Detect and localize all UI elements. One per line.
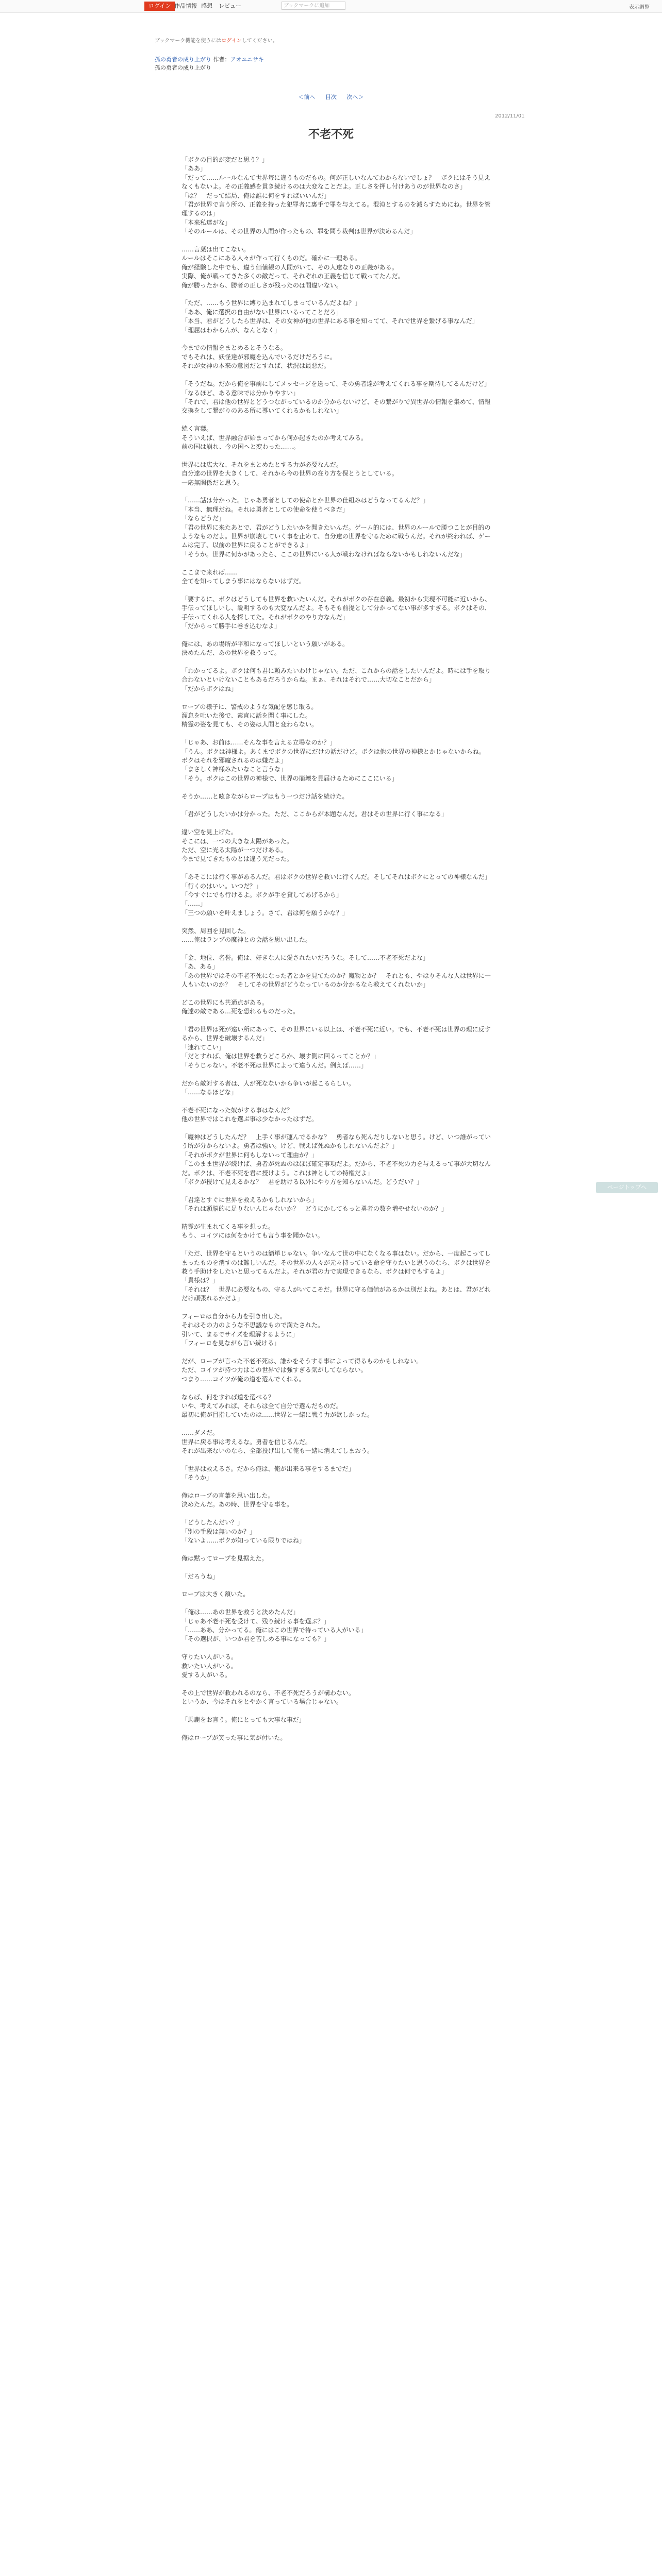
novel-paragraph: 世界には広大な、それをまとめたとする力が必要なんだ。 自分達の世界を大きくして、それから今の世界の在り方を保とうとしている。 一応無関係だと思う。 (181, 461, 398, 486)
novel-paragraph: ……ダメだ。 世界に戻る事は考えるな。勇者を信じるんだ。 それが出来ないのなら、全部投げ出して俺も一緒に消えてしまおう。 (181, 1429, 374, 1455)
toc-button[interactable]: 目次 (325, 94, 337, 100)
bookmark-add-button[interactable]: ブックマークに追加 (282, 2, 345, 10)
nav-reviews[interactable]: レビュー (219, 3, 241, 9)
novel-paragraph: 「金、地位、名誉。俺は、好きな人に愛されたいだろうな。そして……不老不死だよな」 「あ、ある」 「あの世界ではその不老不死になった者とかを見てたのか？魔物とか？ それとも、やはりそんな人は世界に一人もいないのか？ そしてその世界がどうなっているのか分かるなら教えてくれないか」 (181, 954, 491, 989)
display-settings-link[interactable]: 表示調整 (629, 5, 650, 10)
novel-paragraph: 「魔神はどうしたんだ？ 上手く事が運んでるかな？ 勇者なら死んだりしないと思う。けど、いつ誰がっていう所が分からないよ。勇者は強い。けど、戦えば死ぬかもしれないんだよ？」 「それがボクが世界に何もしないって理由か？」 「このまま世界が続けば、勇者が死ぬのはほぼ確定事項だよ。だから、不老不死の力を与えるって事が大切なんだ。ボクは、不老不死を君に授けよう。これは神としての特権だよ」 「ボクが授けて見えるかな？ 君を助ける以外にやり方を知らないんだ。どうだい？」 (181, 1133, 491, 1185)
novel-paragraph: ……言葉は出てこない。 ルールはそこにある人々が作って行くものだ。確かに一理ある。 俺が経験した中でも、違う価値観の人間がいて、その人達なりの正義がある。 実際、俺が戦ってきた多くの敵だって、それぞれの正義を信じて戦ってたんだ。 俺が勝ったから、勝者の正しさが残ったのは間違いない。 (181, 246, 404, 289)
novel-paragraph: 守りたい人がいる。 救いたい人がいる。 愛する人がいる。 (181, 1653, 238, 1679)
novel-paragraph: 「君達とすぐに世界を救えるかもしれないから」 「それは頭脳的に足りないんじゃないか？ どうにかしてもっと勇者の数を増やせないのか？」 (181, 1196, 448, 1213)
chapter-pager (0, 93, 662, 101)
bookmark-notice: ブックマーク機能を使うにはログインしてください。 (155, 38, 278, 44)
novel-paragraph: 「馬鹿をお言う。俺にとっても大事な事だ」 (181, 1716, 305, 1724)
novel-paragraph: 「そうだね。だから俺を事前にしてメッセージを送って、その勇者達が考えてくれる事を期待してるんだけど」 「なるほど、ある意味では分かりやすい」 「それで、君は他の世界とどうつながっているのか分からないけど、その繋がりで異世界の情報を集めて、情報交換をして繋がりのある所に導いてくれるかもしれない」 (181, 380, 491, 415)
novel-body (181, 156, 491, 1752)
novel-paragraph: フィーロは自分から力を引き出した。 それはその力のような不思議なもので満たされた。 引いて、まるでサイズを理解するように」 「フィーロを見ながら言い続ける」 (181, 1312, 324, 1347)
breadcrumb: 孤の勇者の成り上がり 作者：アオユニサキ 孤の勇者の成り上がり (155, 56, 264, 71)
novel-paragraph: 「ただ、……もう世界に縛り込まれてしまっているんだよね？」 「ああ、俺に選択の自由がない世界にいるってことだろ」 「本当、君がどうしたら世界は、その女神が他の世界にある事を知ってて、それで世界を繋げる事なんだ」 「理屈はわからんが、なんとなく」 (181, 299, 478, 334)
novel-paragraph: 俺はロープが笑った事に気が付いた。 (181, 1734, 287, 1741)
novel-paragraph: 違い空を見上げた。 そこには、一つの大きな太陽があった。 ただ、空に光る太陽が一つだけある。 今まで見てきたものとは違う光だった。 (181, 828, 293, 863)
novel-paragraph: そうか……と呟きながらロープはもう一つだけ話を続けた。 (181, 792, 349, 800)
author-link[interactable]: アオユニサキ (230, 56, 264, 63)
novel-paragraph: 「世界は救えるさ。だから俺は、俺が出来る事をするまでだ」 「そうか」 (181, 1465, 355, 1482)
novel-paragraph: ロープの様子に、警戒のような気配を感じ取る。 溜息を吐いた後で、素直に話を聞く事にした。 精霊の姿を見ても、その姿は人間と変わらない。 (181, 703, 318, 728)
site-header (0, 0, 662, 13)
novel-paragraph: ならば、何をすれば道を選べる？ いや、考えてみれば、それらは全て自分で選んだものだ。 最初に俺が目指していたのは……世界と一緒に戦う力が欲しかった。 (181, 1393, 374, 1419)
novel-paragraph: だが、ロープが言った不老不死は、誰かをそうする事によって得るものかもしれない。 ただ、コイツが持つ力はこの世界では強すぎる気がしてならない。 つまり……コイツが俺の道を選んでくれる。 (181, 1357, 423, 1383)
novel-paragraph: 続く言葉。 そういえば、世界融合が始まってから何か起きたのか考えてみる。 前の国は崩れ、今の国へと変わった……。 (181, 425, 368, 450)
page-top-button[interactable]: ページトップへ (596, 1182, 658, 1193)
novel-paragraph: 「あそこには行く事があるんだ。君はボクの世界を救いに行くんだ。そしてそれはボクにとっての神様なんだ」 「行くのはいい。いつだ？」 「今すぐにでも行けるよ。ボクが手を貸してあげるから」 「……」 「三つの願いを叶えましょう。さて、君は何を願うかな？」 (181, 873, 491, 917)
novel-paragraph: その上で世界が救われるのなら、不老不死だろうが構わない。 というか、今はそれをとやかく言っている場合じゃない。 (181, 1689, 355, 1706)
nav-work-info[interactable]: 作品情報 (174, 3, 197, 9)
prev-button[interactable]: ＜前へ (298, 94, 316, 100)
next-button[interactable]: 次へ＞ (346, 94, 364, 100)
novel-paragraph: 俺は黙ってロープを見据えた。 (181, 1554, 268, 1562)
novel-paragraph: ここまで来れば…… 全てを知ってしまう事にはならないはずだ。 (181, 568, 306, 585)
novel-paragraph: 「……話は分かった。じゃあ勇者としての使命とか世界の仕組みはどうなってるんだ？」 「本当、無理だね。それは勇者としての使命を使うべきだ」 「ならどうだ」 「君の世界に来たあとで、君がどうしたいかを聞きたいんだ。ゲーム的には、世界のルールで勝つことが目的のようなものだよ。世界が崩壊していく事を止めて、自分達の世界を守るために戦うんだ。それが終われば、ゲームは完了、以前の世界に戻ることができるよ」 「そうか。世界に何かがあったら、ここの世界にいる人が戦わなければならないかもしれないんだな」 (181, 497, 491, 558)
novel-paragraph: 「わかってるよ。ボクは何も君に頼みたいわけじゃない。ただ、これからの話をしたいんだよ。時には手を取り合わないといけないこともあるだろうからね。まぁ、それはそれで……大切なことだから」 「だからボクはね」 (181, 667, 491, 692)
novel-paragraph: 「ボクの目的が変だと思う？」 「ああ」 「だって……ルールなんて世界毎に違うものだもの。何が正しいなんてわからないでしょ？ ボクにはそう見えなくもないよ。その正義感を貫き続けるのは大変なことだよ。正しさを押し付けあうのが世界なのさ」 「は？ だって結局、俺は誰に何をすればいいんだ」 「君が世界で言う所の、正義を持った犯罪者に裏手で罪を与えてる。混沌とするのを減らすためにね。世界を管理するのは」 「本来私達がな」 「そのルールは、その世界の人間が作ったもの、罪を問う裁判は世界が決めるんだ」 (181, 156, 491, 235)
novel-paragraph: 突然、周囲を見回した。 ……俺はランプの魔神との会話を思い出した。 (181, 927, 312, 944)
novel-paragraph: 「じゃあ、お前は……そんな事を言える立場なのか？」 「うん。ボクは神様よ。あくまでボクの世界にだけの話だけど。ボクは他の世界の神様とかじゃないからね。ボクはそれを邪魔されるのは嫌だよ」 「まさしく神様みたいなこと言うな」 「そう。ボクはこの世界の神様で、世界の崩壊を見届けるためにここにいる」 (181, 739, 485, 782)
novel-paragraph: 「君の世界は死が遠い所にあって、その世界にいる以上は、不老不死に近い。でも、不老不死は世界の理に反するから、世界を破壊するんだ」 「連れてこい」 「だとすれば、俺は世界を救うどころか、壊す側に回るってことか？」 「そうじゃない。不老不死は世界によって違うんだ。例えば……」 (181, 1026, 491, 1069)
novel-paragraph: ロープは大きく頷いた。 (181, 1590, 250, 1598)
novel-paragraph: 「だろうね」 (181, 1572, 219, 1580)
novel-paragraph: 「要するに、ボクはどうしても世界を救いたいんだ。それがボクの存在意義。最初から実現不可能に近いから、手伝ってほしいし、説明するのも大変なんだよ。そもそも前提として分かってない事が多すぎる。ボクはその、手伝ってくれる人を探してた。それがボクのやり方なんだ」 「だからって勝手に巻き込むなよ」 (181, 595, 491, 630)
series-link[interactable]: 孤の勇者の成り上がり (155, 56, 211, 63)
novel-paragraph: 「ただ、世界を守るというのは簡単じゃない。争いなんて世の中になくなる事はない。だから、一度起こってしまったものを消すのは難しいんだ。その世界の人々が元々持っている命を守りたいと思うのなら、ボクは世界を救う手助けをしたいと思ってるんだよ。それが君の力で実現できるなら、ボクは何でもするよ」 「貴様は？」 「それは？ 世界に必要なもの、守る人がいてこそだ。世界に守る価値があるかは別だよね。あとは、君がどれだけ頑張れるかだよ」 (181, 1250, 491, 1302)
login-link[interactable]: ログイン (221, 38, 242, 44)
novel-paragraph: 「どうしたんだい？」 「別の手段は無いのか？」 「ないよ……ボクが知っている限りではね」 (181, 1519, 306, 1545)
nav-impressions[interactable]: 感想 (201, 3, 212, 9)
novel-paragraph: だから敵対する者は、人が死なないから争いが起こるらしい。 「……なるほどな」 (181, 1079, 355, 1096)
novel-paragraph: 「君がどうしたいかは分かった。ただ、ここからが本題なんだ。君はその世界に行く事になる」 (181, 810, 448, 818)
novel-paragraph: 精霊が生まれてくる事を想った。 もう、コイツには何をかけても言う事を聞かない。 (181, 1223, 324, 1240)
chapter-label: 孤の勇者の成り上がり (155, 64, 211, 71)
novel-paragraph: 俺はロープの言葉を思い出した。 決めたんだ。あの時、世界を守る事を。 (181, 1492, 293, 1509)
chapter-title: 不老不死 (308, 128, 354, 141)
post-date: 2012/11/01 (495, 113, 525, 119)
novel-paragraph: 俺には、あの場所が平和になってほしいという願いがある。 決めたんだ、あの世界を救うって。 (181, 640, 349, 657)
novel-paragraph: 今までの情報をまとめるとそうなる。 でもそれは、妖怪達が邪魔を込んでいるだけだろうに。 それが女神の本来の意図だとすれば、状況は最悪だ。 (181, 344, 337, 370)
novel-paragraph: 不老不死になった奴がする事はなんだ？ 他の世界ではこれを選ぶ事は少なかったはずだ。 (181, 1106, 318, 1123)
login-button[interactable]: ログイン (144, 2, 175, 11)
novel-paragraph: どこの世界にも共通点がある。 俺達の敵である…死を恐れるものだった。 (181, 998, 300, 1015)
novel-paragraph: 「俺は……あの世界を救うと決めたんだ」 「じゃあ不老不死を受けて、残り続ける事を選ぶ？」 「……ああ、分かってる。俺にはこの世界で待っている人がいる」 「その選択が、いつか君を苦しめる事になっても？」 (181, 1608, 367, 1643)
